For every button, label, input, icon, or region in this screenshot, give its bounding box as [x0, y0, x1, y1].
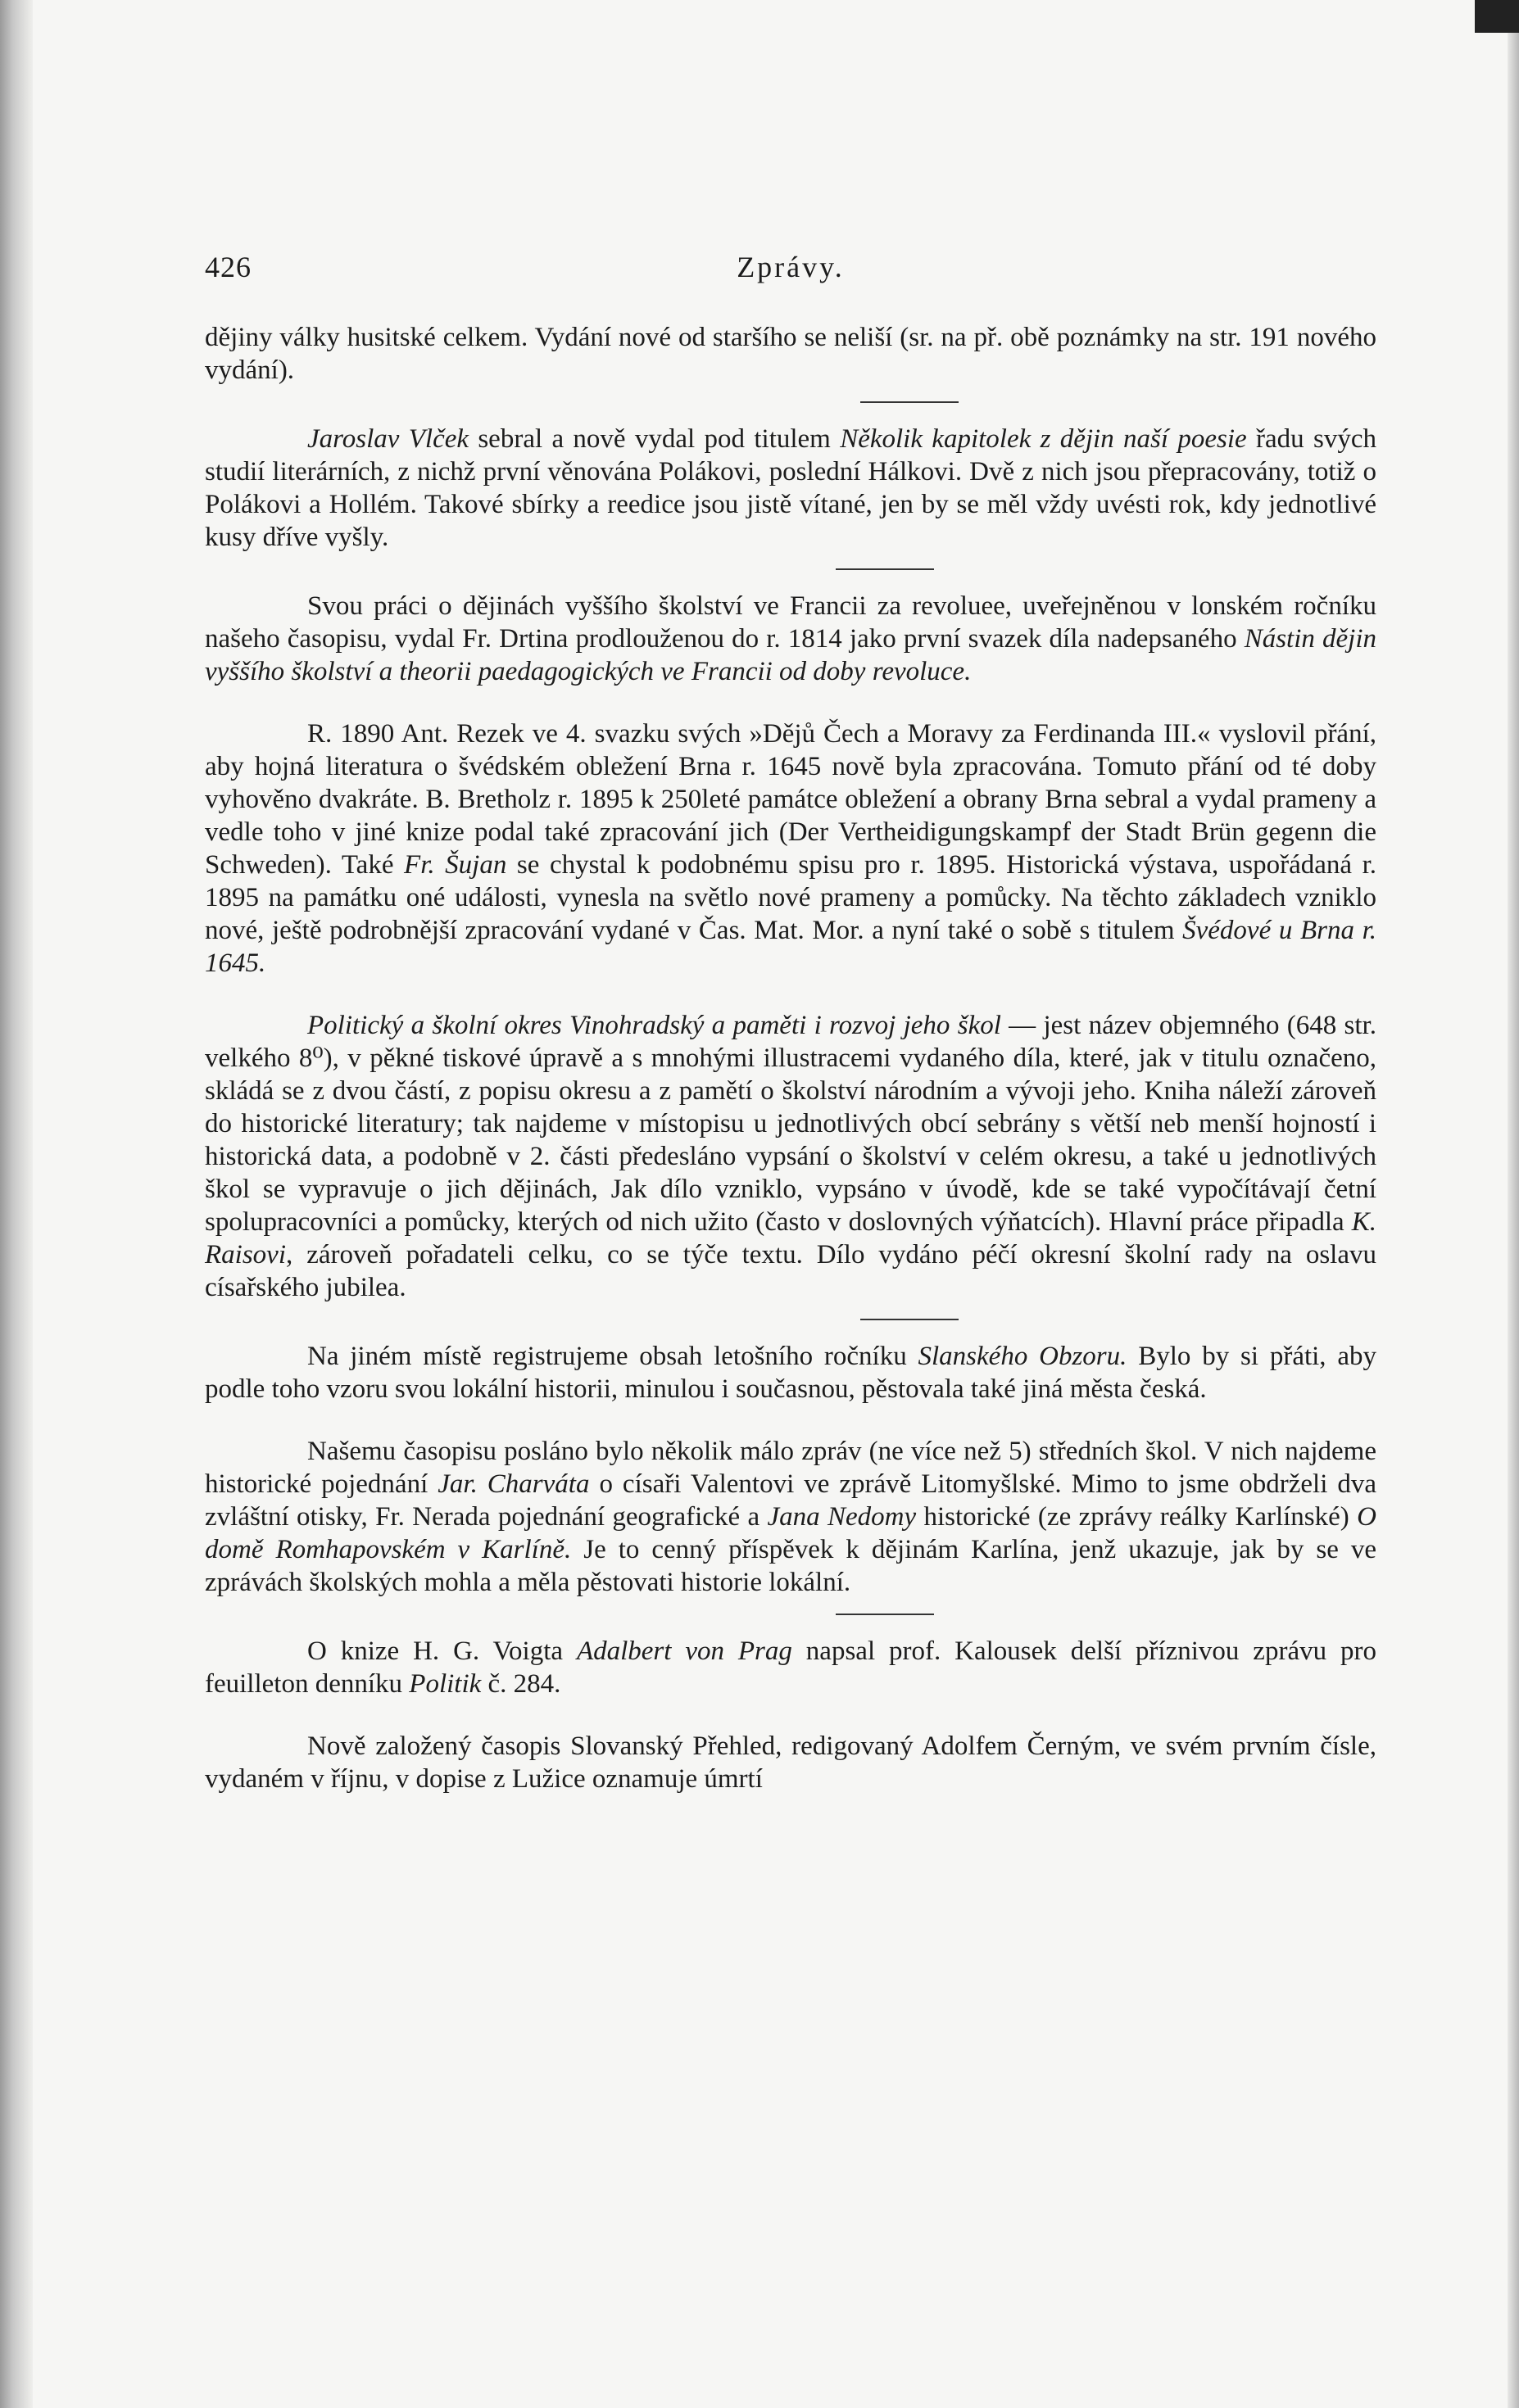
paragraph: [205, 1730, 1376, 1795]
text-run: Bylo by si přáti, aby podle toho vzoru svou lokální historii, minulou i současnou, pěstovala také jiná města česká.: [205, 1342, 1377, 1404]
paragraph: [205, 717, 1376, 980]
italic-text-run: Slanského Obzoru.: [918, 1342, 1127, 1371]
page-binding-edge: [0, 0, 33, 2408]
text-run: Na jiném místě registrujeme obsah letošního ročníku: [307, 1342, 918, 1371]
italic-text-run: Fr. Šujan: [404, 850, 507, 880]
text-run: Nově založený časopis Slovanský Přehled, redigovaný Adolfem Černým, ve svém prvním čísle, vydaném v říjnu, v dopise z Lužice oznamuje úmrtí: [205, 1731, 1376, 1794]
text-run: R. 1890 Ant. Rezek ve 4. svazku svých »Dějů Čech a Moravy za Ferdinanda III.« vyslovil přání, aby hojná literatura o švédském obležení Brna r. 1645 nově byla zpracována. Tomuto přání od té doby vyhověno dvakráte. B. Bretholz r. 1895 k 250leté památce obležení a obrany Brna sebral a vydal prameny a vedle toho v jiné knize podal také zpracování jich (Der Vertheidigungskampf der Stadt Brün gegenn die Schweden). Také: [205, 719, 1376, 880]
text-run: — jest název objemného (648 str. velkého 8⁰), v pěkné tiskové úpravě a s mnohými illustracemi vydaného díla, které, jak v titulu označeno, skládá se z dvou částí, z popisu okresu a z pamětí o školství národním a vývoji jeho. Kniha náleží zároveň do historické literatury; tak najdeme v místopisu u jednotlivých obcí sebrány s větší neb menší hojností i historická data, a podobně v 2. části předesláno vypsání o školství v celém okresu, a také u jednotlivých škol se vypravuje o jich dějinách, Jak dílo vzniklo, vypsáno v úvodě, kde se také vypočítávají četní spolupracovníci a pomůcky, kterých od nich užito (často v doslovných výňatcích). Hlavní práce připadla: [205, 1011, 1376, 1237]
running-title: Zprávy.: [737, 251, 845, 283]
paragraph: [205, 423, 1376, 554]
page-right-edge: [1508, 0, 1519, 2408]
paragraph: [205, 1009, 1376, 1304]
paragraph: [205, 590, 1376, 688]
italic-text-run: Politik: [409, 1669, 482, 1699]
section-divider: [836, 1614, 934, 1615]
italic-text-run: K. Raisovi: [205, 1207, 1376, 1270]
paragraph: [205, 321, 1376, 387]
page-header: [205, 250, 1376, 291]
text-run: Je to cenný příspěvek k dějinám Karlína, jenž ukazuje, jak by se ve zprávách školských mohla a měla pěstovati historie lokální.: [205, 1535, 1376, 1597]
section-gap: [205, 688, 1376, 717]
text-run: č. 284.: [481, 1669, 561, 1699]
italic-text-run: Švédové u Brna r. 1645.: [205, 916, 1376, 978]
text-run: , zároveň pořadateli celku, co se týče textu. Dílo vydáno péčí okresní školní rady na oslavu císařského jubilea.: [205, 1240, 1376, 1302]
text-run: dějiny války husitské celkem. Vydání nové od staršího se neliší (sr. na př. obě poznámky na str. 191 nového vydání).: [205, 323, 1376, 385]
text-run: o císaři Valentovi ve zprávě Litomyšlské. Mimo to jsme obdrželi dva zvláštní otisky, Fr. Nerada pojednání geografické a: [205, 1469, 1377, 1532]
scan-corner-mark: [1475, 0, 1519, 33]
text-run: O knize H. G. Voigta: [307, 1636, 577, 1666]
paragraph: [205, 1635, 1376, 1700]
section-divider: [860, 1319, 959, 1320]
paragraph: [205, 1340, 1376, 1405]
italic-text-run: Jar. Charváta: [438, 1469, 590, 1499]
section-gap: [205, 1405, 1376, 1435]
text-run: Svou práci o dějinách vyššího školství ve Francii za revoluee, uveřejněnou v lonském ročníku našeho časopisu, vydal Fr. Drtina prodlouženou do r. 1814 jako první svazek díla nadepsaného: [205, 591, 1376, 654]
article-body: [205, 321, 1376, 1795]
section-gap: [205, 980, 1376, 1009]
italic-text-run: Jana Nedomy: [767, 1502, 917, 1532]
text-run: se chystal k podobnému spisu pro r. 1895. Historická výstava, uspořádaná r. 1895 na památku oné události, vynesla na světlo nové prameny a pomůcky. Na těchto základech vzniklo nové, ještě podrobnější zpracování vydané v Čas. Mat. Mor. a nyní také o sobě s titulem: [205, 850, 1377, 945]
italic-text-run: Jaroslav Vlček: [307, 424, 469, 454]
text-run: napsal prof. Kalousek delší příznivou zprávu pro feuilleton denníku: [205, 1636, 1376, 1699]
text-run: řadu svých studií literárních, z nichž první věnována Polákovi, poslední Hálkovi. Dvě z nich jsou přepracovány, totiž o Polákovi a Hollém. Takové sbírky a reedice jsou jistě vítané, jen by se měl vždy uvésti rok, kdy jednotlivé kusy dříve vyšly.: [205, 424, 1376, 552]
text-run: sebral a nově vydal pod titulem: [469, 424, 841, 454]
italic-text-run: O domě Romhapovském v Karlíně.: [205, 1502, 1376, 1564]
italic-text-run: Politický a školní okres Vinohradský a paměti i rozvoj jeho škol: [307, 1011, 1001, 1040]
section-divider: [860, 401, 959, 403]
italic-text-run: Adalbert von Prag: [576, 1636, 792, 1666]
paragraph: [205, 1435, 1376, 1599]
page-number: 426: [205, 251, 252, 283]
italic-text-run: Několik kapitolek z dějin naší poesie: [840, 424, 1247, 454]
text-run: historické (ze zprávy reálky Karlínské): [916, 1502, 1358, 1532]
text-run: Našemu časopisu posláno bylo několik málo zpráv (ne více než 5) středních škol. V nich najdeme historické pojednání: [205, 1437, 1376, 1499]
section-gap: [205, 1700, 1376, 1730]
italic-text-run: Nástin dějin vyššího školství a theorii paedagogických ve Francii od doby revoluce.: [205, 624, 1376, 686]
section-divider: [836, 568, 934, 570]
